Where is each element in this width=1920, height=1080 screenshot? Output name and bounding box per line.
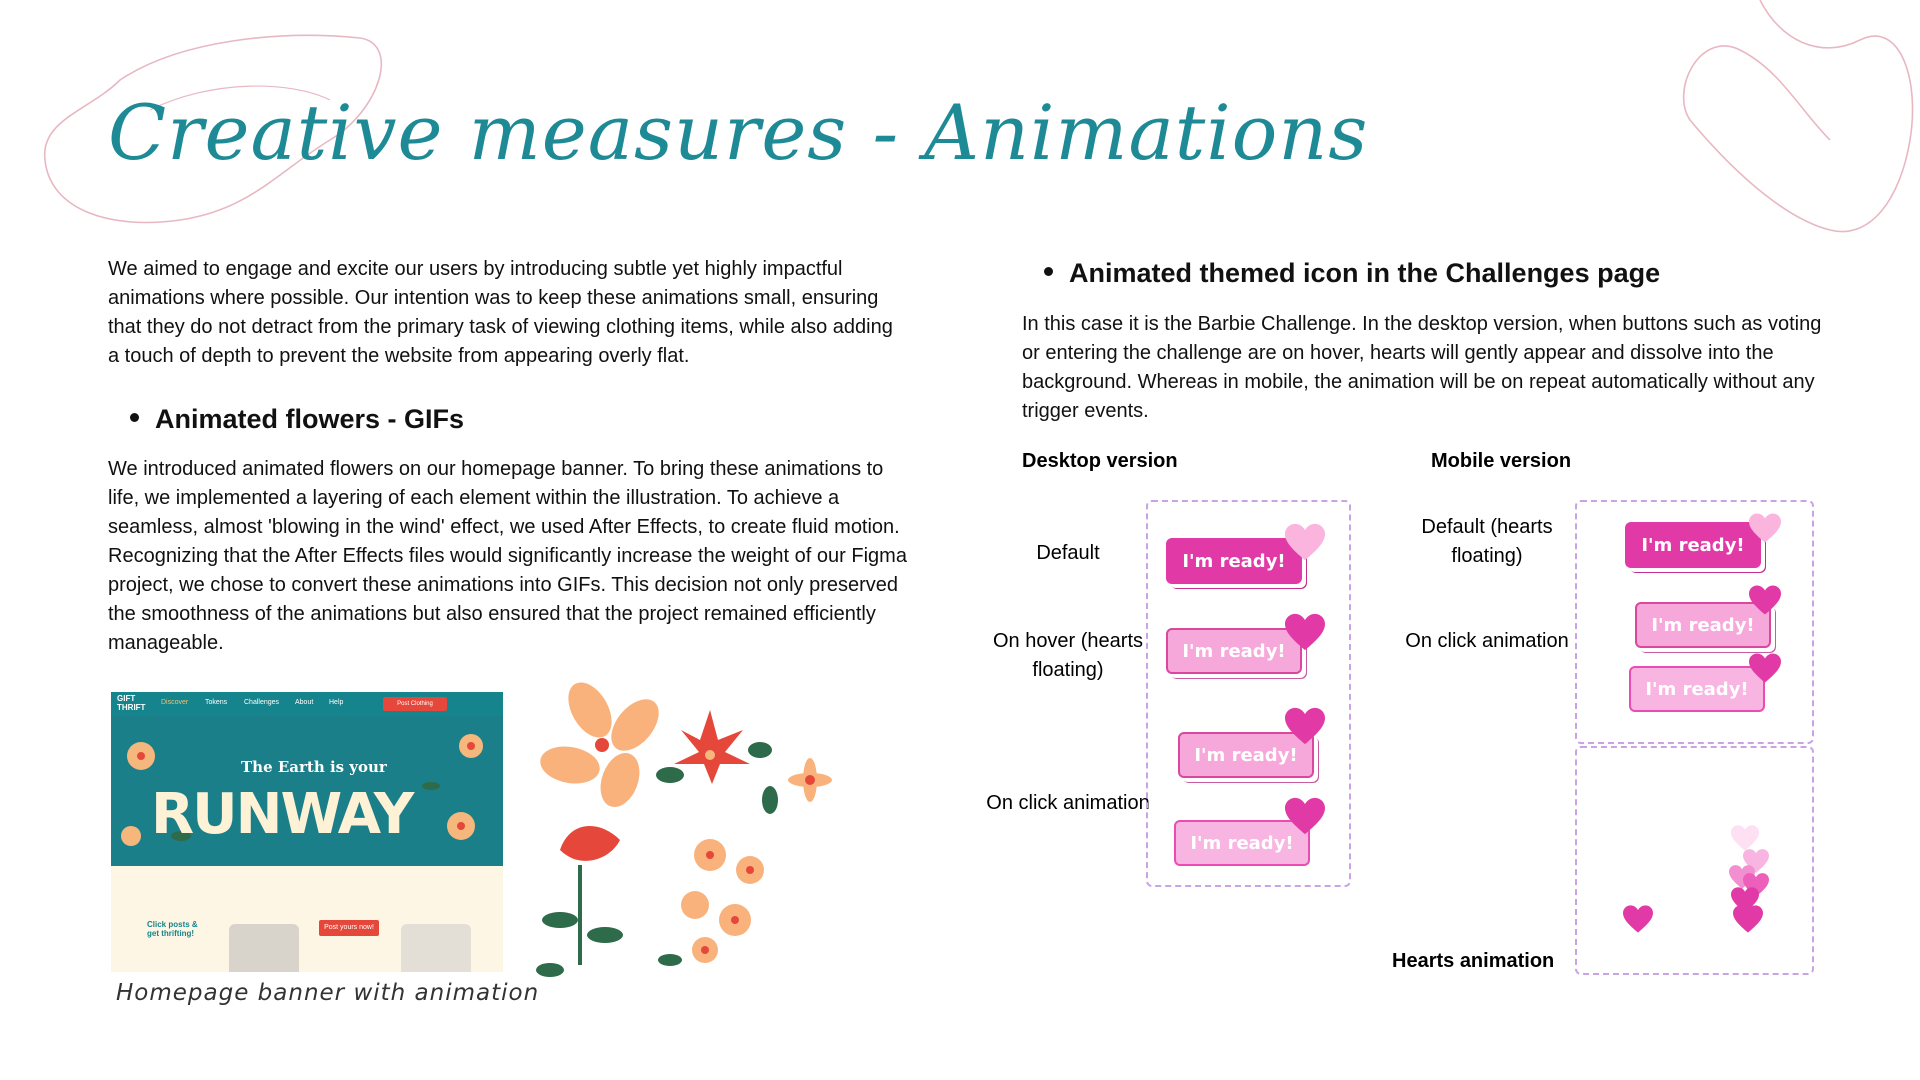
banner-photo-1 bbox=[229, 924, 299, 972]
banner-photo-2 bbox=[401, 924, 471, 972]
mobile-click-button-1[interactable]: I'm ready! bbox=[1635, 602, 1771, 648]
heart-icon bbox=[1282, 706, 1328, 746]
heart-icon bbox=[1747, 512, 1783, 544]
heart-icon bbox=[1282, 522, 1328, 562]
desktop-click-button-1[interactable]: I'm ready! bbox=[1178, 732, 1314, 778]
banner-nav-discover: Discover bbox=[161, 699, 189, 706]
desktop-hover-button[interactable]: I'm ready! bbox=[1166, 628, 1302, 674]
flowers-heading-text: Animated flowers - GIFs bbox=[155, 404, 465, 434]
challenge-heading bbox=[1044, 258, 1660, 289]
heart-icon bbox=[1747, 584, 1783, 616]
flowers-heading bbox=[130, 404, 464, 435]
banner-nav-tokens: Tokens bbox=[205, 699, 228, 706]
banner-nav-about: About bbox=[295, 699, 314, 706]
flowers-paragraph: We introduced animated flowers on our homepage banner. To bring these animations to life, we implemented a layering of each element within the illustration. To achieve a seamless, almost 'blowing in the wind' effect, we used After Effects, to create fluid motion. Recognizing that the After Effects files would significantly increase the weight of our Figma project, we chose to convert these animations into GIFs. This decision not only preserved the smoothness of the animations but also ensured that the project remained efficiently manageable. bbox=[108, 458, 907, 654]
intro-paragraph: We aimed to engage and excite our users by introducing subtle yet highly impactful animations where possible. Our intention was to keep these animations small, ensuring that they do not detract from the primary task of viewing clothing items, while also adding a touch of depth to prevent the website from appearing overly flat. bbox=[108, 258, 893, 367]
flower-peach-large-icon bbox=[537, 680, 668, 812]
banner-nav-help: Help bbox=[329, 699, 344, 706]
desktop-hover-label: On hover (hearts floating) bbox=[992, 630, 1144, 681]
flowers-illustration bbox=[520, 680, 860, 980]
challenge-paragraph: In this case it is the Barbie Challenge. In the desktop version, when buttons such as voting or entering the challenge are on hover, hearts will gently appear and dissolve into the background. Whereas in mobile, the animation will be on repeat automatically without any trigger events. bbox=[1022, 313, 1822, 422]
banner-hero-small: The Earth is your bbox=[241, 758, 387, 776]
desktop-states-box bbox=[1146, 500, 1351, 887]
mobile-states-box bbox=[1575, 500, 1814, 744]
flower-red-icon bbox=[656, 710, 778, 814]
desktop-click-label: On click animation bbox=[986, 792, 1150, 814]
heart-icon bbox=[1282, 796, 1328, 836]
page-title: Creative measures - Animations bbox=[108, 88, 1369, 177]
bullet-icon bbox=[130, 413, 139, 422]
mobile-click-button-2[interactable]: I'm ready! bbox=[1629, 666, 1765, 712]
hearts-animation-label: Hearts animation bbox=[1392, 950, 1555, 972]
mobile-version-label: Mobile version bbox=[1431, 450, 1572, 472]
desktop-default-button[interactable]: I'm ready! bbox=[1166, 538, 1302, 584]
banner-post-button: Post Clothing bbox=[383, 697, 447, 711]
challenge-heading-text: Animated themed icon in the Challenges page bbox=[1069, 258, 1661, 288]
flower-red-stem-icon bbox=[536, 826, 623, 977]
banner-hero bbox=[111, 716, 503, 866]
hearts-animation-box bbox=[1575, 746, 1814, 975]
banner-nav bbox=[111, 692, 503, 716]
heart-icon bbox=[1282, 612, 1328, 652]
homepage-banner-image bbox=[111, 692, 503, 972]
bullet-icon bbox=[1044, 267, 1053, 276]
desktop-default-label: Default bbox=[1036, 542, 1100, 564]
mobile-default-label: Default (hearts floating) bbox=[1421, 516, 1553, 567]
heart-icon bbox=[1621, 904, 1655, 934]
heart-icon bbox=[1731, 904, 1765, 934]
flower-peach-small-icon bbox=[788, 758, 832, 802]
banner-hero-big: RUNWAY bbox=[151, 782, 413, 847]
flower-peach-cluster-icon bbox=[658, 839, 764, 966]
banner-nav-challenges: Challenges bbox=[244, 699, 280, 706]
banner-caption: Homepage banner with animation bbox=[116, 980, 540, 1006]
decorative-swirl-right bbox=[1680, 0, 1920, 240]
heart-icon bbox=[1747, 652, 1783, 684]
banner-post-yours: Post yours now! bbox=[319, 920, 379, 936]
desktop-version-label: Desktop version bbox=[1022, 450, 1178, 472]
banner-posts-text: Click posts & get thrifting! bbox=[147, 920, 198, 938]
mobile-click-label: On click animation bbox=[1405, 630, 1569, 652]
mobile-default-button[interactable]: I'm ready! bbox=[1625, 522, 1761, 568]
banner-logo: GIFT THRIFT bbox=[117, 694, 146, 712]
desktop-click-button-2[interactable]: I'm ready! bbox=[1174, 820, 1310, 866]
